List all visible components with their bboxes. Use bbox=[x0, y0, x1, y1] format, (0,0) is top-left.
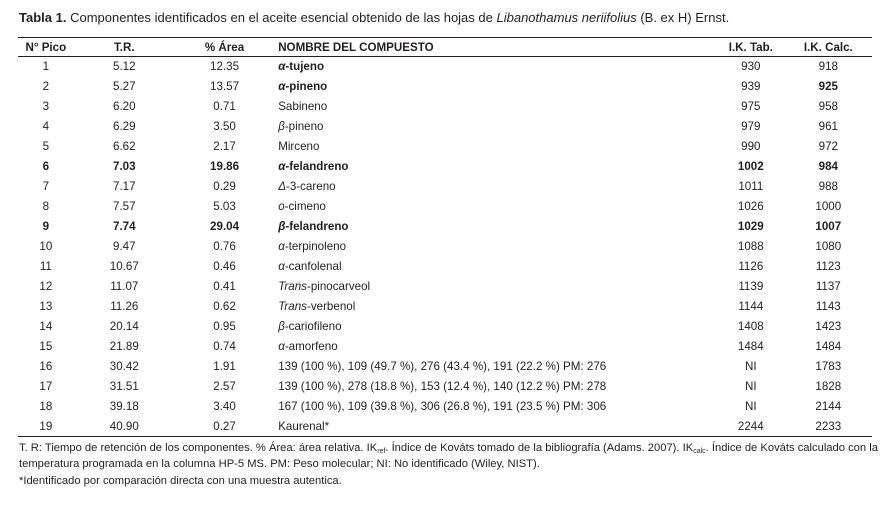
cell-ik-calc: 1143 bbox=[815, 300, 841, 313]
compound-name: -3-careno bbox=[285, 180, 336, 193]
cell-pico: 1 bbox=[42, 60, 50, 74]
cell-ik-calc: 1783 bbox=[815, 360, 842, 373]
cell-ik-tab: 1408 bbox=[737, 320, 764, 333]
cell-pico: 2 bbox=[42, 80, 50, 93]
cell-ik-tab: 1002 bbox=[737, 160, 764, 173]
cell-compound-name bbox=[274, 97, 717, 117]
cell-tr: 31.51 bbox=[109, 380, 139, 393]
cell-ik-tab: 2244 bbox=[717, 417, 785, 437]
cell-ik-tab: NI bbox=[745, 380, 757, 393]
compound-name: 139 (100 %), 278 (18.8 %), 153 (12.4 %), 140 (12.2 %) PM: 278 bbox=[278, 380, 607, 393]
cell-ik-calc: 925 bbox=[818, 80, 838, 93]
cell-area: 0.41 bbox=[213, 280, 236, 293]
table-row bbox=[18, 177, 872, 197]
cell-ik-tab: 1088 bbox=[737, 240, 764, 253]
cell-ik-calc: 1000 bbox=[815, 200, 842, 213]
cell-compound-name bbox=[274, 417, 717, 437]
cell-tr: 9.47 bbox=[113, 240, 136, 253]
cell-ik-tab: 930 bbox=[741, 60, 761, 74]
cell-compound-name bbox=[274, 197, 717, 217]
cell-pico: 4 bbox=[42, 120, 50, 133]
table-row bbox=[18, 157, 872, 177]
cell-pico: 10 bbox=[39, 240, 53, 253]
cell-ik-tab: NI bbox=[745, 360, 757, 373]
cell-tr: 7.03 bbox=[113, 160, 136, 173]
cell-ik-tab: 975 bbox=[741, 100, 761, 113]
table-row bbox=[18, 277, 872, 297]
cell-ik-calc: 918 bbox=[818, 60, 838, 74]
cell-area: 1.91 bbox=[213, 360, 236, 373]
table-row bbox=[18, 417, 872, 437]
cell-compound-name bbox=[274, 317, 717, 337]
caption-label: Tabla 1. bbox=[19, 10, 67, 25]
compound-name: -felandreno bbox=[285, 220, 349, 233]
cell-pico: 6 bbox=[42, 160, 50, 173]
cell-compound-name bbox=[274, 217, 717, 237]
cell-area: 0.71 bbox=[213, 100, 236, 113]
caption-author: (B. ex H) Ernst. bbox=[640, 10, 730, 25]
compound-name: -cariofileno bbox=[284, 320, 342, 333]
cell-ik-tab: 1026 bbox=[737, 200, 764, 213]
compound-name: 167 (100 %), 109 (39.8 %), 306 (26.8 %), 191 (23.5 %) PM: 306 bbox=[278, 400, 607, 413]
cell-ik-calc: 2144 bbox=[815, 400, 842, 413]
cell-ik-calc: 2233 bbox=[785, 417, 872, 437]
cell-area: 5.03 bbox=[213, 200, 236, 213]
cell-ik-tab: 1484 bbox=[737, 340, 764, 353]
cell-area: 0.74 bbox=[213, 340, 236, 353]
cell-ik-calc: 1484 bbox=[815, 340, 842, 353]
header-ik-calc: I.K. Calc. bbox=[785, 38, 872, 57]
table-row bbox=[18, 317, 872, 337]
compound-name: -terpinoleno bbox=[284, 240, 347, 253]
header-pico: N° Pico bbox=[18, 38, 74, 57]
cell-area: 19.86 bbox=[210, 160, 240, 173]
compound-prefix: β bbox=[278, 320, 285, 333]
header-ik-tab: I.K. Tab. bbox=[717, 38, 785, 57]
cell-area: 2.57 bbox=[213, 380, 236, 393]
compound-name: 139 (100 %), 109 (49.7 %), 276 (43.4 %), 191 (22.2 %) PM: 276 bbox=[278, 360, 607, 373]
cell-tr: 11.07 bbox=[110, 280, 139, 293]
compound-prefix: α bbox=[278, 240, 285, 253]
compound-name: -tujeno bbox=[285, 60, 325, 74]
cell-tr: 11.26 bbox=[110, 300, 139, 313]
cell-pico: 15 bbox=[39, 340, 53, 353]
cell-ik-tab: 1139 bbox=[738, 280, 764, 293]
cell-area: 29.04 bbox=[210, 220, 240, 233]
cell-pico: 11 bbox=[39, 260, 52, 273]
compound-prefix: Trans bbox=[278, 300, 307, 313]
cell-ik-tab: 1144 bbox=[738, 300, 764, 313]
cell-compound-name bbox=[274, 377, 717, 397]
cell-pico: 14 bbox=[39, 320, 53, 333]
cell-tr: 30.42 bbox=[109, 360, 139, 373]
cell-compound-name bbox=[274, 337, 717, 357]
table-row bbox=[18, 197, 872, 217]
cell-tr: 40.90 bbox=[74, 417, 175, 437]
cell-area: 13.57 bbox=[210, 80, 240, 93]
compound-name: Mirceno bbox=[278, 140, 320, 153]
compound-prefix: α bbox=[278, 260, 285, 273]
cell-compound-name bbox=[274, 277, 717, 297]
cell-ik-tab: NI bbox=[745, 400, 757, 413]
compound-name: -pineno bbox=[284, 120, 324, 133]
cell-ik-calc: 958 bbox=[818, 100, 838, 113]
table-row bbox=[18, 97, 872, 117]
cell-pico: 18 bbox=[39, 400, 53, 413]
cell-ik-calc: 1423 bbox=[815, 320, 842, 333]
cell-area: 0.27 bbox=[175, 417, 274, 437]
compound-name: Kaurenal* bbox=[278, 419, 330, 433]
caption-species: Libanothamus neriifolius bbox=[496, 10, 637, 25]
cell-ik-calc: 1007 bbox=[815, 220, 842, 233]
compound-prefix: α bbox=[278, 160, 286, 173]
cell-pico: 5 bbox=[42, 140, 50, 153]
compound-name: -felandreno bbox=[285, 160, 349, 173]
cell-ik-calc: 1137 bbox=[815, 280, 841, 293]
cell-ik-tab: 979 bbox=[741, 120, 761, 133]
compound-prefix: α bbox=[278, 340, 285, 353]
table-body bbox=[18, 57, 872, 437]
cell-area: 0.62 bbox=[213, 300, 236, 313]
header-tr: T.R. bbox=[74, 38, 175, 57]
cell-ik-calc: 1828 bbox=[815, 380, 842, 393]
cell-area: 3.40 bbox=[213, 400, 236, 413]
header-area: % Área bbox=[175, 38, 274, 57]
compound-prefix: Trans bbox=[278, 280, 307, 293]
table-row bbox=[18, 237, 872, 257]
table-row bbox=[18, 357, 872, 377]
cell-pico: 8 bbox=[42, 200, 50, 213]
compound-prefix: α bbox=[278, 60, 286, 74]
header-name: NOMBRE DEL COMPUESTO bbox=[274, 38, 717, 57]
cell-tr: 7.17 bbox=[113, 180, 136, 193]
compound-name: -cimeno bbox=[284, 200, 326, 213]
footnote-part1: T. R: Tiempo de retención de los componentes. % Área: área relativa. IK bbox=[19, 442, 378, 454]
table-header-row bbox=[18, 38, 872, 57]
compound-prefix: o bbox=[278, 200, 285, 213]
cell-tr: 39.18 bbox=[109, 400, 139, 413]
cell-tr: 7.74 bbox=[113, 220, 136, 233]
cell-compound-name bbox=[274, 57, 717, 77]
table-row bbox=[18, 117, 872, 137]
cell-tr: 6.62 bbox=[113, 140, 136, 153]
cell-pico: 13 bbox=[39, 300, 53, 313]
compound-name: -canfolenal bbox=[284, 260, 342, 273]
cell-tr: 20.14 bbox=[109, 320, 139, 333]
caption-text: Componentes identificados en el aceite esencial obtenido de las hojas de bbox=[70, 10, 493, 25]
table-row bbox=[18, 297, 872, 317]
compound-name: Sabineno bbox=[278, 100, 328, 113]
cell-compound-name bbox=[274, 177, 717, 197]
cell-pico: 12 bbox=[39, 280, 53, 293]
compound-name: -pinocarveol bbox=[306, 280, 371, 293]
cell-compound-name bbox=[274, 397, 717, 417]
cell-compound-name bbox=[274, 357, 717, 377]
cell-ik-calc: 972 bbox=[818, 140, 838, 153]
cell-compound-name bbox=[274, 297, 717, 317]
table-row bbox=[18, 77, 872, 97]
table-row bbox=[18, 337, 872, 357]
footnote-sub-ref: ref bbox=[377, 448, 386, 455]
compounds-table bbox=[18, 37, 872, 437]
cell-compound-name bbox=[274, 237, 717, 257]
cell-area: 0.46 bbox=[213, 260, 236, 273]
cell-pico: 3 bbox=[42, 100, 50, 113]
cell-ik-calc: 1080 bbox=[815, 240, 842, 253]
cell-ik-calc: 1123 bbox=[815, 260, 841, 273]
cell-ik-tab: 1029 bbox=[737, 220, 764, 233]
cell-tr: 10.67 bbox=[109, 260, 139, 273]
cell-area: 0.29 bbox=[213, 180, 236, 193]
cell-area: 2.17 bbox=[213, 140, 236, 153]
cell-compound-name bbox=[274, 157, 717, 177]
cell-ik-tab: 939 bbox=[741, 80, 761, 93]
compound-prefix: β bbox=[278, 220, 286, 233]
compound-name: -amorfeno bbox=[284, 340, 338, 353]
cell-compound-name bbox=[274, 117, 717, 137]
cell-tr: 6.29 bbox=[113, 120, 136, 133]
cell-tr: 6.20 bbox=[113, 100, 136, 113]
table-row bbox=[18, 137, 872, 157]
table-row bbox=[18, 217, 872, 237]
compound-prefix: α bbox=[278, 80, 286, 93]
cell-pico: 17 bbox=[39, 380, 53, 393]
cell-ik-tab: 1011 bbox=[738, 180, 764, 193]
compound-name: -pineno bbox=[285, 80, 328, 93]
cell-ik-tab: 1126 bbox=[738, 260, 764, 273]
cell-area: 0.95 bbox=[213, 320, 236, 333]
footnote-identified: *Identificado por comparación directa con una muestra autentica. bbox=[19, 475, 342, 487]
cell-area: 12.35 bbox=[210, 60, 240, 74]
cell-area: 3.50 bbox=[213, 120, 236, 133]
cell-tr: 5.12 bbox=[113, 60, 136, 74]
cell-ik-tab: 990 bbox=[741, 140, 761, 153]
compound-prefix: Δ bbox=[278, 180, 286, 193]
table-caption bbox=[19, 9, 879, 26]
cell-compound-name bbox=[274, 77, 717, 97]
cell-pico: 16 bbox=[39, 360, 53, 373]
table-row bbox=[18, 57, 872, 77]
footnote-part2: . Índice de Kováts tomado de la bibliografía (Adams. 2007). IK bbox=[385, 442, 694, 454]
table-row bbox=[18, 377, 872, 397]
compound-prefix: β bbox=[278, 120, 285, 133]
cell-area: 0.76 bbox=[213, 240, 236, 253]
cell-compound-name bbox=[274, 137, 717, 157]
cell-tr: 21.89 bbox=[109, 340, 139, 353]
cell-ik-calc: 961 bbox=[818, 120, 838, 133]
cell-tr: 5.27 bbox=[113, 80, 136, 93]
footnote-sub-calc: calc bbox=[693, 448, 706, 455]
footnote-part3: . Índice de Kováts calculado con la temperatura programada en la columna HP-5 MS. PM: Peso molecular; NI: No identificado (Wiley, NIST). bbox=[19, 442, 878, 470]
cell-pico: 9 bbox=[42, 220, 50, 233]
cell-pico: 7 bbox=[42, 180, 50, 193]
cell-compound-name bbox=[274, 257, 717, 277]
table-row bbox=[18, 257, 872, 277]
cell-ik-calc: 984 bbox=[818, 160, 838, 173]
cell-tr: 7.57 bbox=[113, 200, 136, 213]
compound-name: -verbenol bbox=[306, 300, 356, 313]
table-row bbox=[18, 397, 872, 417]
cell-ik-calc: 988 bbox=[818, 180, 838, 193]
footnote-abbreviations bbox=[19, 442, 879, 471]
cell-pico: 19 bbox=[18, 417, 74, 437]
